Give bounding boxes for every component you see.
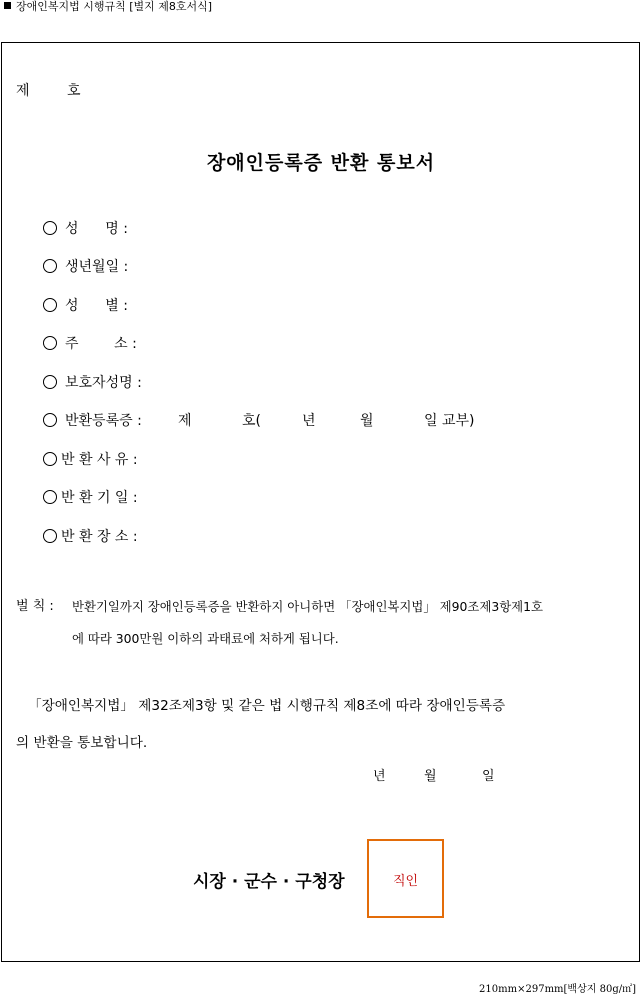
circle-bullet-icon xyxy=(43,375,57,389)
form-caption xyxy=(4,0,212,14)
circle-bullet-icon xyxy=(43,298,57,312)
field-name xyxy=(43,219,128,239)
field-label: 성 별 : xyxy=(65,298,128,314)
card-number-prefix: 제 xyxy=(178,413,192,429)
penalty-text-line1: 반환기일까지 장애인등록증을 반환하지 아니하면 「장애인복지법」 제90조제3항제1호 xyxy=(72,599,543,614)
field-gender xyxy=(43,296,128,316)
date-month: 월 xyxy=(424,769,437,784)
circle-bullet-icon xyxy=(43,529,57,543)
field-label: 보호자성명 : xyxy=(65,375,142,391)
page-title: 장애인등록증 반환 통보서 xyxy=(206,152,436,174)
card-issue-month: 월 xyxy=(360,413,374,429)
notice-text-line2: 의 반환을 통보합니다. xyxy=(16,735,148,751)
notice-text-line1: 「장애인복지법」 제32조제3항 및 같은 법 시행규칙 제8조에 따라 장애인등록증 xyxy=(28,698,506,714)
circle-bullet-icon xyxy=(43,490,57,504)
official-seal-box xyxy=(367,839,444,918)
date-year: 년 xyxy=(373,769,386,784)
circle-bullet-icon xyxy=(43,413,57,427)
field-label: 반 환 사 유 : xyxy=(61,452,138,468)
field-address xyxy=(43,334,137,354)
field-guardian-name xyxy=(43,373,142,393)
form-caption-text: 장애인복지법 시행규칙 [별지 제8호서식] xyxy=(16,0,213,13)
card-issue-year: 년 xyxy=(302,413,316,429)
penalty-text-line2: 에 따라 300만원 이하의 과태료에 처하게 됩니다. xyxy=(72,631,339,646)
field-label: 성 명 : xyxy=(65,221,128,237)
seal-label: 직인 xyxy=(392,874,419,889)
doc-number-prefix: 제 xyxy=(16,83,30,99)
penalty-label: 벌 칙 : xyxy=(16,599,54,614)
field-label: 생년월일 : xyxy=(65,259,129,275)
circle-bullet-icon xyxy=(43,259,57,273)
card-issue-day: 일 교부) xyxy=(424,413,475,429)
circle-bullet-icon xyxy=(43,221,57,235)
field-birthdate xyxy=(43,257,128,277)
field-label: 주 소 : xyxy=(65,336,137,352)
circle-bullet-icon xyxy=(43,452,57,466)
circle-bullet-icon xyxy=(43,336,57,350)
card-number-suffix: 호( xyxy=(242,413,261,429)
field-return-reason xyxy=(43,450,138,470)
field-label: 반 환 기 일 : xyxy=(61,490,138,506)
field-return-deadline xyxy=(43,488,138,508)
field-label: 반 환 장 소 : xyxy=(61,529,138,545)
signatory: 시장 · 군수 · 구청장 xyxy=(193,872,345,892)
field-return-place xyxy=(43,527,138,547)
field-returned-card xyxy=(43,411,142,431)
date-day: 일 xyxy=(482,769,495,784)
paper-spec: 210mm×297mm[백상지 80g/㎡] xyxy=(479,984,636,995)
doc-number-suffix: 호 xyxy=(67,83,81,99)
field-label: 반환등록증 : xyxy=(65,413,142,429)
square-bullet-icon xyxy=(4,2,11,9)
